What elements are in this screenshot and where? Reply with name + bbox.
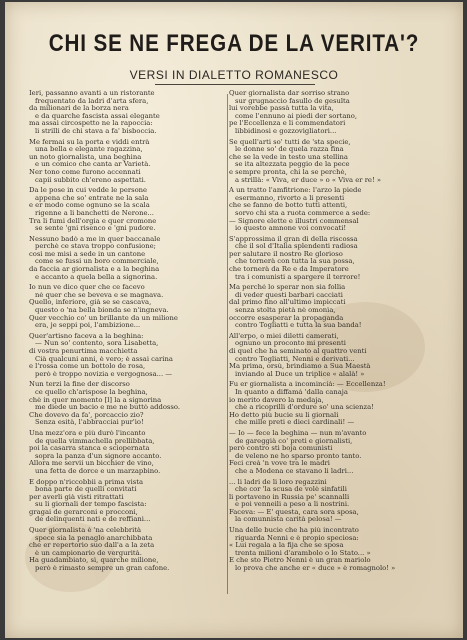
stanza [229,430,425,476]
stanza [29,381,225,427]
stanza [29,430,225,476]
verse-line: spece sia la penaglo anarchibbata [35,534,153,542]
stanza [29,236,225,282]
verse-line: lui vorebbe passà tutta la vita, [229,105,334,113]
verse-line: e da quarche fascista assai elegante [35,112,160,120]
verse-line: è un campionario de vergurità. [35,549,142,557]
verse-line: lo prova che anche er « duce » è romagnolo! » [235,565,396,573]
stanza [29,284,225,330]
verse-line: A un tratto l'amfitrione: l'arzo la piede [229,187,362,195]
verse-line: sur grugnaccio fasullo de gesulta [235,97,350,105]
verse-line: di quel che ha seminato al quattro venti [229,348,367,355]
verse-line: e un comico che canta ar Varietà. [35,161,151,169]
stanza [229,90,425,136]
verse-line: « Lui regala a la fija che se sposa [229,542,344,550]
verse-line: di vostra penurtima macchietta [29,348,138,355]
verse-line: un noto giornalista, una beghina [29,153,142,161]
stanza [29,333,225,379]
stanza [229,139,425,185]
verse-line: che se fanno de botto tutti attenti, [229,202,348,210]
verse-line: chè a ricoprilli d'ordure so' una scienza! [235,404,374,412]
verse-line: una fetta de dorce e un marzapbino. [35,467,161,475]
verse-line: per salutare il nostro Re glorioso [229,250,343,258]
verse-line: — Signore elette e illustri commensal [229,217,359,225]
verse-line: la comunnista carità pelosa! — [235,516,342,524]
verse-line: de gareggià co' preti e giornalisti, [235,437,353,445]
verse-line: e sempre pronta, chi la se perchè, [229,168,347,176]
verse-line: però contro sti boja comunisti [229,445,333,453]
verse-line: e poi venneili a peso a li nostrini. [235,501,350,509]
verse-line: era, je seppi poi, l'ambizione... [35,322,141,330]
verse-line: Che dovevo da fa', porcaccio zio? [29,411,144,419]
verse-line: che tornerà con tutta la sua possa, [235,258,355,266]
verse-line: li strilli de chi stava a fa' bisboccia. [35,127,157,135]
verse-line: In quanto a diffamá 'dalla canaja [235,388,348,396]
left-column [29,90,225,576]
verse-line: occorre esasperar la propaganda [229,314,344,322]
verse-line: esermanno, rivorto a li presenti [235,194,345,202]
verse-line: Fu er giornalista a incominciá: — Eccellenza! [229,381,386,389]
verse-line: E che sto Pietro Nenni è un gran mariolo [229,557,371,565]
stanza [29,527,225,573]
stanza [29,187,225,233]
verse-line: Quer'artisno faceva a la beghina: [29,332,144,340]
verse-line: così me misi a sede in un cantone [29,250,146,258]
verse-line: sorvo chi sta a ruota commerce a sede: [235,209,371,217]
verse-line: — Io — fece la beghina — nun m'avanto [229,429,367,437]
verse-line: se ita altezzata peggio de la pece [235,161,350,169]
stanza [29,139,225,185]
verse-line: ognuno un proconto mi presenti [235,340,346,348]
verse-line: e er modo come ognuno se la scala [29,202,150,210]
verse-line: Me fermai su la porta e viddi entrà [29,138,150,146]
verse-line: Una delle bucie che ha più incontrato [229,527,359,535]
verse-line: che tornerà da Re e da Imperatore [229,266,349,274]
verse-line: ... li ladri de li loro regazzini [229,478,327,486]
verse-line: Una mezz'ora e più durò l'incanto [29,429,146,437]
verse-line: Quello, inferiore, già se se cascava, [29,299,152,307]
verse-line: Nun terzi la fine der discorso [29,381,130,389]
verse-line: poi la casarra stanca e sciopernata [29,445,150,453]
verse-line: E doppo n'riccobbii a prima vista [29,478,144,486]
verse-line: capii subbito ch'ereno aspettati. [35,176,146,184]
verse-line: de quella vimmachella prellibbata, [35,437,155,445]
verse-line: gragai de gerarconi e procconi, [29,508,138,516]
verse-line: Cià qualcuni anni, è vero; è assai carina [35,355,173,363]
verse-line: una bella e elegante ragazzina, [35,146,143,154]
stanza [229,381,425,427]
verse-line: che a Modena ce stavano li ladri... [235,467,354,475]
title-rule [155,84,315,85]
verse-line: di veder questi barbari cacciati [235,291,343,299]
verse-line: Ieri, passanno avanti a un ristorante [29,90,155,97]
poem-title: CHI SE NE FREGA DE LA VERITA'? [48,30,420,57]
verse-line: perchè ce stava troppo confusione; [35,243,156,251]
verse-line: de veleno ne ho sparso pronto tanto. [235,452,362,460]
verse-line: de delinquenti nati e de reffiani... [35,516,151,524]
verse-line: e accanto a quela bella a signorina. [35,273,158,281]
stanza [229,479,425,525]
verse-line: sopra la panza d'un signore accanto. [35,452,162,460]
verse-line: su li giornali der tempo fascista: [35,501,147,509]
verse-line: per averli già visti ritrattati [29,493,124,501]
verse-line: Io nun ve dico quer che ce facevo [29,284,145,292]
verse-line: però è troppo novizia e vergognosa... — [35,370,173,378]
verse-line: che er repertorio suo dall'a a la zeta [29,542,155,550]
verse-line: questo o 'na bella bionda se n'ingneva. [35,307,169,315]
verse-line: Ha guadambiato, sì, quarche milione, [29,557,159,565]
verse-line: Feci creà 'n vove tra le madri [229,460,330,468]
verse-line: ma assai circospetto ne la rapoccia: [29,120,153,128]
verse-line: da milionari de la borza nera [29,105,129,113]
verse-line: che mille preti e dieci cardinali! — [235,419,355,427]
right-column [229,90,425,576]
verse-line: Senza esità, l'abbracciai pur'io! [35,419,144,427]
verse-line: dal primo fino all'ultimo impiccati [229,299,346,307]
verse-line: bona parte de quelli convitati [35,486,137,494]
verse-line: Se quell'arti so' tutti de 'sta specie, [229,138,351,146]
stanza [229,187,425,233]
verse-line: Ma perché lo sperar non sia follia [229,284,346,292]
stanza [229,236,425,282]
verse-line: Quer giornalista è 'na celebbrità [29,527,142,535]
verse-line: le donne so' de quela razza fina [235,146,344,154]
verse-line: Allora me servii un bicchier de vino, [29,460,154,468]
verse-line: me diede un bacio e me ne buttò addosso. [35,404,181,412]
verse-line: che se la vede in testo una stellina [229,153,348,161]
verse-line: contro Togliatti e tutta la sua banda! [235,322,362,330]
verse-line: contro Togliatti, Nenni e derivati... [235,355,355,363]
verse-line: tra i comunisti a spargere il terrore! [235,273,361,281]
verse-line: — Nun so' contento, sora Lisabetta, [35,340,159,348]
verse-line: Tra li fumi dell'orgia e quer cromone [29,217,157,225]
verse-line: Faceva: — E' questa, cara sora sposa, [229,508,359,516]
verse-line: e l'rossa come un bottolo de rosa, [29,363,146,371]
verse-line: rigenne a li banchetti de Nerone... [35,209,154,217]
verse-line: se sente 'gni risenco e 'gni pudore. [35,225,156,233]
verse-line: Quer vecchio co' un brillante da un milione [29,314,178,322]
stanza [229,527,425,573]
verse-line: come l'ennuno ai piedi der sortano, [235,112,357,120]
verse-line: appena che so' entrate ne la sala [35,194,149,202]
stanza [29,479,225,525]
verse-line: io merito davero la medaja, [229,396,324,404]
verse-line: inviando al Duce un triplice « alalà! » [235,370,365,378]
verse-line: senza stolta pietà nè omonìa, [235,307,336,315]
verse-line: però è rimasto sempre un gran cafone. [35,565,170,573]
poem-subtitle: VERSI IN DIALETTO ROMANESCO [129,68,339,82]
column-divider [227,94,228,594]
verse-line: che cor 'la scusa de volè sinfatili [235,486,347,494]
verse-line: ce quello ch'arispose la beghina, [35,388,148,396]
verse-line: io questo amnone voi convocati! [235,225,347,233]
verse-line: S'approssima il gran dì della riscossa [229,235,358,243]
verse-line: trenta milioni d'arambolo o lo Stato... » [235,549,371,557]
verse-line: che il sol d'Italia splendenti radiosa [235,243,358,251]
verse-line: a strillà: « Viva, er duce » o « Viva er re! » [235,176,382,184]
verse-line: Nessuno badò a me in quer baccanale [29,235,161,243]
verse-line: libbidinosi e gozzovigliatori... [235,127,337,135]
stanza [229,284,425,330]
verse-line: nè quer che se beveva e se magnava. [35,291,164,299]
verse-line: Ner tono come furono accennati [29,168,141,176]
verse-line: da faccia ar giornalista e a la beghina [29,266,160,274]
verse-line: Da le pose in cui vedde le persone [29,187,148,195]
verse-line: pe l'Eccellenza e li commendatori [229,120,346,128]
verse-line: li portaveno in Russia pe' scannalli [229,493,350,501]
verse-line: Quer giornalista dar sorriso strano [229,90,350,97]
verse-line: Ma prima, orsù, brindiamo a Sua Maestà [229,363,371,371]
verse-line: riguarda Nenni e è propio speciosa: [235,534,359,542]
verse-line: come se fussi un boro commerciale, [35,258,159,266]
verse-line: All'erpo, o miei diletti camerati, [229,332,339,340]
verse-line: chè in quer momento [l] la a signorina [29,396,162,404]
verse-line: Ho detto più bucie su li giornali [229,411,339,419]
verse-line: frequentato da ladri d'arta sfera, [35,97,149,105]
stanza [229,333,425,379]
stanza [29,90,225,136]
document-page [5,2,463,638]
